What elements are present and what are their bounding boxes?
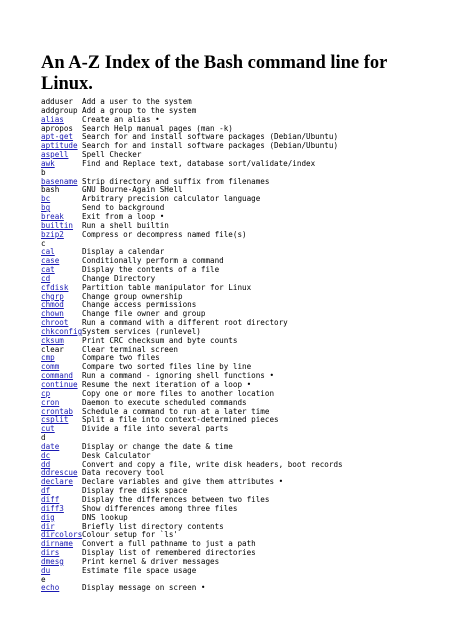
command-link[interactable]: csplit [41, 415, 69, 425]
command-link[interactable]: cut [41, 424, 55, 434]
command-description: Search for and install software packages (Debian/Ubuntu) [82, 141, 339, 151]
command-link[interactable]: dc [41, 450, 51, 460]
command-name: bash [41, 185, 60, 195]
command-link[interactable]: cp [41, 388, 51, 398]
command-link[interactable]: alias [41, 114, 64, 124]
command-link[interactable]: cmp [41, 353, 55, 363]
command-description: Strip directory and suffix from filenames [82, 176, 270, 186]
command-description: Partition table manipulator for Linux [82, 282, 252, 292]
command-link[interactable]: aspell [41, 150, 69, 160]
command-description: Compress or decompress named file(s) [82, 229, 247, 239]
command-description: Search for and install software packages (Debian/Ubuntu) [82, 132, 339, 142]
command-description: Compare two sorted files line by line [82, 362, 252, 372]
command-description: Desk Calculator [82, 450, 151, 460]
command-description: Estimate file space usage [82, 565, 197, 575]
section-letter-d: d [41, 433, 46, 443]
command-link[interactable]: cat [41, 265, 55, 275]
command-description: Arbitrary precision calculator language [82, 194, 261, 204]
command-description: Display or change the date & time [82, 441, 233, 451]
command-description: Print CRC checksum and byte counts [82, 335, 238, 345]
command-link[interactable]: chmod [41, 300, 64, 310]
command-description: Display free disk space [82, 486, 188, 496]
command-description: Run a command - ignoring shell functions • [82, 371, 275, 381]
command-description: Resume the next iteration of a loop • [82, 380, 252, 389]
command-row [41, 231, 446, 240]
command-name: adduser [41, 97, 74, 106]
command-description: System services (runlevel) [82, 326, 201, 336]
command-row [41, 160, 446, 169]
command-link[interactable]: chgrp [41, 291, 64, 301]
command-description: Show differences among three files [82, 503, 238, 513]
command-description: Data recovery tool [82, 468, 165, 478]
command-row [41, 584, 446, 593]
command-description: Search Help manual pages (man -k) [82, 123, 233, 133]
command-link[interactable]: dircolors [41, 530, 83, 540]
command-description: Clear terminal screen [82, 344, 179, 354]
command-description: Convert and copy a file, write disk headers, boot records [82, 459, 343, 469]
command-description: Display the contents of a file [82, 265, 220, 275]
command-link[interactable]: echo [41, 583, 60, 593]
command-description: Find and Replace text, database sort/validate/index [82, 158, 316, 168]
command-link[interactable]: dmesg [41, 556, 64, 566]
command-description: Change access permissions [82, 300, 197, 310]
command-description: Display list of remembered directories [82, 548, 256, 558]
command-link[interactable]: chkconfig [41, 326, 83, 336]
command-link[interactable]: diff [41, 494, 60, 504]
command-link[interactable]: cksum [41, 335, 64, 345]
command-link[interactable]: builtin [41, 220, 74, 230]
command-link[interactable]: cfdisk [41, 282, 69, 292]
command-description: Convert a full pathname to just a path [82, 539, 256, 549]
command-link[interactable]: awk [41, 158, 55, 168]
command-link[interactable]: apt-get [41, 132, 74, 142]
command-description: Split a file into context-determined pieces [82, 415, 279, 425]
command-description: Colour setup for `ls' [82, 530, 179, 540]
section-letter-c: c [41, 238, 46, 248]
command-description: Briefly list directory contents [82, 521, 224, 531]
command-name: clear [41, 344, 64, 354]
command-description: Copy one or more files to another location [82, 388, 275, 398]
command-row [41, 425, 446, 434]
command-description: Add a user to the system [82, 97, 192, 106]
command-description: Add a group to the system [82, 105, 197, 115]
command-link[interactable]: command [41, 371, 74, 381]
command-description: Spell Checker [82, 150, 142, 160]
command-name: apropos [41, 123, 74, 133]
command-link[interactable]: dirs [41, 548, 60, 558]
command-description: Declare variables and give them attributes • [82, 477, 284, 487]
command-description: Compare two files [82, 353, 160, 363]
command-description: GNU Bourne-Again SHell [82, 185, 183, 195]
command-link[interactable]: bc [41, 194, 51, 204]
command-description: Change file owner and group [82, 309, 206, 319]
command-row [41, 567, 446, 576]
command-link[interactable]: continue [41, 380, 78, 389]
command-index-list [41, 98, 446, 593]
section-letter-b: b [41, 167, 46, 177]
command-link[interactable]: dirname [41, 539, 74, 549]
command-description: Run a command with a different root directory [82, 318, 288, 328]
command-link[interactable]: dig [41, 512, 55, 522]
command-description: Send to background [82, 203, 165, 213]
command-description: Display the differences between two files [82, 494, 270, 504]
command-link[interactable]: aptitude [41, 141, 78, 151]
command-description: Change Directory [82, 273, 156, 283]
command-link[interactable]: df [41, 486, 51, 496]
section-letter-e: e [41, 574, 46, 584]
command-link[interactable]: bzip2 [41, 229, 64, 239]
command-link[interactable]: date [41, 441, 60, 451]
command-description: Exit from a loop • [82, 211, 165, 221]
command-link[interactable]: dd [41, 459, 51, 469]
command-link[interactable]: comm [41, 362, 60, 372]
command-description: Display a calendar [82, 247, 165, 257]
command-link[interactable]: basename [41, 176, 78, 186]
command-link[interactable]: diff3 [41, 503, 64, 513]
command-description: Daemon to execute scheduled commands [82, 397, 247, 407]
command-link[interactable]: case [41, 256, 60, 266]
command-description: Schedule a command to run at a later time [82, 406, 270, 416]
command-link[interactable]: chroot [41, 318, 69, 328]
command-link[interactable]: du [41, 565, 51, 575]
command-link[interactable]: break [41, 211, 64, 221]
command-link[interactable]: crontab [41, 406, 74, 416]
command-name: addgroup [41, 105, 78, 115]
command-link[interactable]: cal [41, 247, 55, 257]
command-link[interactable]: ddrescue [41, 468, 78, 478]
command-description: Display message on screen • [82, 583, 206, 593]
command-description: Conditionally perform a command [82, 256, 224, 266]
command-link[interactable]: declare [41, 477, 74, 487]
command-description: DNS lookup [82, 512, 128, 522]
command-description: Create an alias • [82, 114, 160, 124]
command-description: Run a shell builtin [82, 220, 169, 230]
document-title: An A-Z Index of the Bash command line for Linux. [41, 53, 388, 94]
command-link[interactable]: cd [41, 273, 51, 283]
command-link[interactable]: chown [41, 309, 64, 319]
command-link[interactable]: dir [41, 521, 55, 531]
command-description: Change group ownership [82, 291, 183, 301]
command-description: Divide a file into several parts [82, 424, 229, 434]
command-link[interactable]: cron [41, 397, 60, 407]
command-link[interactable]: bg [41, 203, 51, 213]
command-description: Print kernel & driver messages [82, 556, 220, 566]
